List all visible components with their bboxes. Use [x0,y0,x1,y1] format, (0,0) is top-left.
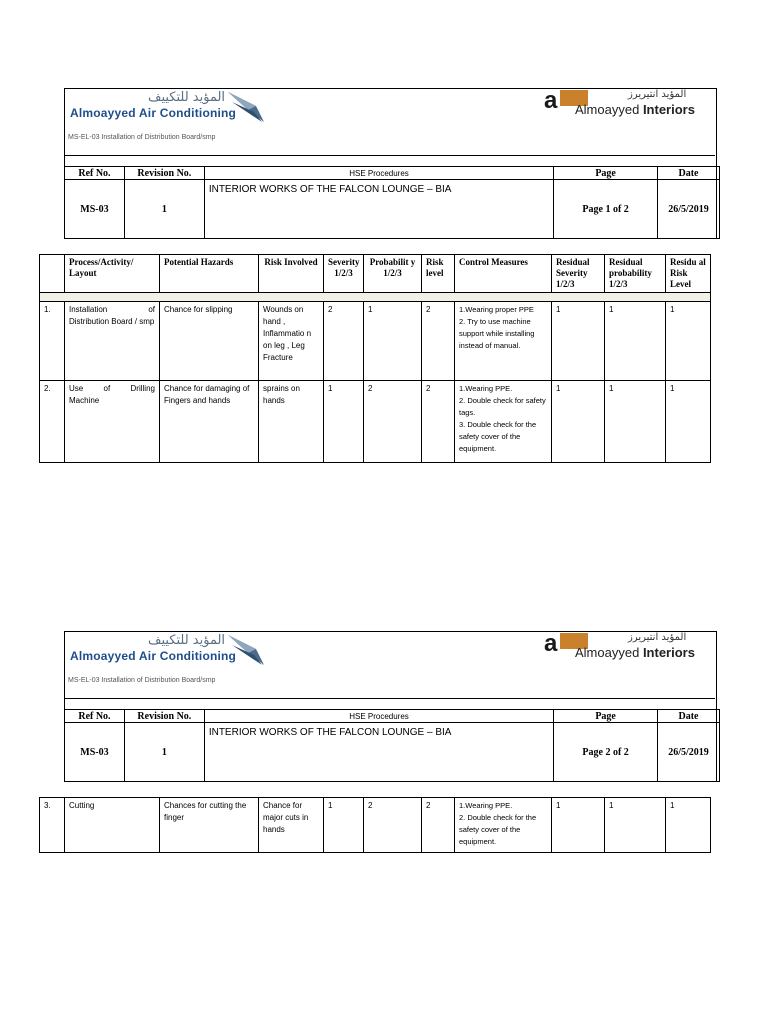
col-probability: Probabilit y 1/2/3 [364,255,422,293]
process-rest: Distribution Board / smp [69,317,155,326]
revision-value: 1 [124,723,204,782]
risk-assessment-table [39,254,711,463]
interiors-english-text [575,102,695,117]
row-process: Cutting [65,798,160,853]
control-line: 1.Wearing PPE. [459,384,513,393]
row-control [455,381,552,463]
date-label: Date [658,710,720,723]
row-control [455,798,552,853]
header-divider [64,155,715,156]
col-res-severity: Residual Severity 1/2/3 [552,255,605,293]
row-res-severity: 1 [552,381,605,463]
interiors-prefix: Almoayyed [575,645,640,660]
document-info-table [64,709,720,782]
row-process [65,381,160,463]
row-severity: 2 [324,302,364,381]
document-info-table [64,166,720,239]
row-res-level: 1 [666,798,711,853]
hse-label: HSE Procedures [204,167,553,180]
process-word: Use [69,384,84,393]
page-label: Page [554,710,658,723]
ref-label: Ref No. [65,167,125,180]
interiors-prefix: Almoayyed [575,102,640,117]
almoayyed-air-conditioning-logo [68,90,288,130]
row-number: 1. [40,302,65,381]
process-word: of [148,305,155,314]
row-risk: sprains on hands [259,381,324,463]
control-line: 3. Double check for the safety cover of the equipment. [459,420,537,453]
swoosh-logo-icon [226,631,266,667]
page-value: Page 2 of 2 [554,723,658,782]
almoayyed-air-conditioning-logo [68,633,288,673]
page-value: Page 1 of 2 [554,180,658,239]
document-code: MS-EL-03 Installation of Distribution Board/smp [68,677,216,684]
separator-row [40,293,711,302]
row-res-level: 1 [666,302,711,381]
row-res-severity: 1 [552,798,605,853]
almoayyed-interiors-logo [542,90,718,128]
date-label: Date [658,167,720,180]
row-res-probability: 1 [605,302,666,381]
row-probability: 2 [364,798,422,853]
process-word: Installation [69,305,108,314]
table-row [40,381,711,463]
interiors-english-text [575,645,695,660]
col-control: Control Measures [455,255,552,293]
row-hazard: Chances for cutting the finger [160,798,259,853]
col-process: Process/Activity/ Layout [65,255,160,293]
table-row [40,798,711,853]
control-line: 2. Try to use machine support while installing instead of manual. [459,317,535,350]
col-severity: Severity 1/2/3 [324,255,364,293]
process-line-1 [69,383,155,395]
svg-text:a: a [544,631,558,655]
col-hazards: Potential Hazards [160,255,259,293]
revision-label: Revision No. [124,167,204,180]
control-line: 1.Wearing proper PPE [459,305,534,314]
logo-arabic-text: المؤيد للتكييف [148,90,226,105]
ref-value: MS-03 [65,723,125,782]
row-res-probability: 1 [605,381,666,463]
row-level: 2 [422,381,455,463]
document-code: MS-EL-03 Installation of Distribution Board/smp [68,134,216,141]
header-divider [64,698,715,699]
risk-assessment-table-continued [39,797,711,853]
revision-label: Revision No. [124,710,204,723]
process-word: of [103,384,111,393]
svg-text:a: a [544,88,558,112]
document-title: INTERIOR WORKS OF THE FALCON LOUNGE – BIA [204,180,553,239]
process-line-1 [69,304,155,316]
row-res-severity: 1 [552,302,605,381]
page-label: Page [554,167,658,180]
date-value: 26/5/2019 [658,180,720,239]
logo-english-text: Almoayyed Air Conditioning [70,649,237,663]
row-probability: 1 [364,302,422,381]
control-line: 2. Double check for safety tags. [459,396,546,417]
row-hazard: Chance for slipping [160,302,259,381]
row-hazard: Chance for damaging of Fingers and hands [160,381,259,463]
interiors-arabic-text: المؤيد انتيريرز [628,632,687,643]
revision-value: 1 [124,180,204,239]
process-word: Drilling [130,384,155,393]
row-level: 2 [422,302,455,381]
col-no [40,255,65,293]
ref-label: Ref No. [65,710,125,723]
row-risk: Chance for major cuts in hands [259,798,324,853]
document-title: INTERIOR WORKS OF THE FALCON LOUNGE – BIA [204,723,553,782]
col-res-probability: Residual probability 1/2/3 [605,255,666,293]
row-risk: Wounds on hand , Inflammatio n on leg , Leg Fracture [259,302,324,381]
row-severity: 1 [324,381,364,463]
row-number: 2. [40,381,65,463]
interiors-bold: Interiors [642,645,695,660]
logo-english-text: Almoayyed Air Conditioning [70,106,237,120]
col-res-level: Residu al Risk Level [666,255,711,293]
interiors-arabic-text: المؤيد انتيريرز [628,89,687,100]
row-control [455,302,552,381]
hse-label: HSE Procedures [204,710,553,723]
logo-arabic-text: المؤيد للتكييف [148,633,226,648]
date-value: 26/5/2019 [658,723,720,782]
interiors-bold: Interiors [642,102,695,117]
row-process [65,302,160,381]
row-level: 2 [422,798,455,853]
row-severity: 1 [324,798,364,853]
control-line: 2. Double check for the safety cover of the equipment. [459,813,537,846]
col-risk: Risk Involved [259,255,324,293]
almoayyed-interiors-logo [542,633,718,671]
process-rest: Machine [69,396,100,405]
row-probability: 2 [364,381,422,463]
swoosh-logo-icon [226,88,266,124]
control-line: 1.Wearing PPE. [459,801,513,810]
col-risk-level: Risk level [422,255,455,293]
ref-value: MS-03 [65,180,125,239]
table-header-row [40,255,711,293]
row-res-probability: 1 [605,798,666,853]
row-res-level: 1 [666,381,711,463]
table-row [40,302,711,381]
row-number: 3. [40,798,65,853]
